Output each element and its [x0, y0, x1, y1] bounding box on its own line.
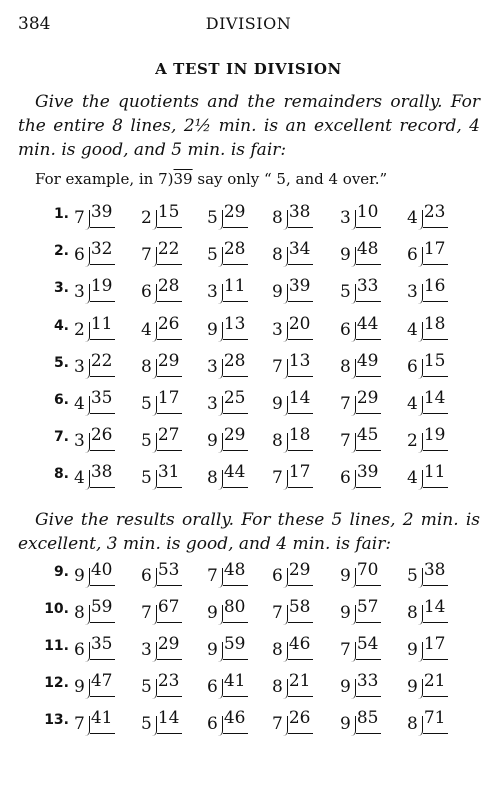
dividend: 71 — [424, 708, 446, 734]
division-problem — [272, 597, 310, 623]
divisor: 6 — [340, 468, 351, 489]
dividend: 25 — [224, 388, 246, 414]
division-problem — [407, 202, 445, 228]
division-problem — [74, 462, 112, 488]
division-problem — [340, 708, 378, 734]
division-problem — [207, 314, 245, 340]
divisor: 3 — [407, 282, 418, 303]
example-suffix: say only “ 5, and 4 over.” — [192, 170, 388, 188]
division-problem — [74, 425, 112, 451]
divisor: 3 — [272, 319, 283, 340]
divisor: 8 — [272, 677, 283, 697]
divisor: 8 — [272, 208, 283, 228]
dividend: 53 — [158, 560, 180, 586]
problem-row — [0, 237, 497, 269]
division-problem — [207, 560, 245, 586]
dividend: 59 — [224, 634, 246, 660]
division-problem — [207, 388, 245, 414]
dividend: 46 — [289, 634, 311, 660]
divisor: 9 — [207, 603, 218, 623]
dividend: 31 — [158, 462, 180, 488]
dividend: 29 — [158, 634, 180, 660]
dividend: 39 — [289, 276, 311, 302]
division-problem — [207, 202, 245, 228]
dividend: 44 — [357, 314, 379, 340]
division-problem — [141, 314, 179, 340]
divisor: 5 — [340, 282, 351, 303]
dividend: 59 — [91, 597, 113, 623]
row-number: 2. — [53, 243, 69, 260]
dividend: 38 — [289, 202, 311, 228]
divisor: 7 — [141, 603, 152, 623]
divisor: 6 — [407, 356, 418, 377]
problem-row — [0, 706, 497, 738]
dividend: 33 — [357, 276, 379, 302]
division-problem — [407, 671, 445, 697]
division-problem — [272, 560, 310, 586]
divisor: 7 — [272, 468, 283, 489]
dividend: 27 — [158, 425, 180, 451]
divisor: 4 — [141, 319, 152, 340]
problem-row — [0, 200, 497, 232]
dividend: 23 — [424, 202, 446, 228]
dividend: 15 — [424, 351, 446, 377]
row-number: 5. — [53, 354, 69, 371]
problem-row — [0, 423, 497, 455]
division-problem — [141, 276, 179, 302]
running-head: DIVISION — [205, 14, 292, 33]
dividend: 21 — [424, 671, 446, 697]
divisor: 5 — [407, 566, 418, 586]
dividend: 49 — [357, 351, 379, 377]
division-problem — [207, 597, 245, 623]
divisor: 5 — [141, 431, 152, 452]
divisor: 3 — [74, 356, 85, 377]
division-problem — [407, 239, 445, 265]
division-problem — [207, 351, 245, 377]
division-problem — [207, 708, 245, 734]
divisor: 9 — [74, 677, 85, 697]
divisor: 7 — [141, 245, 152, 266]
divisor: 9 — [207, 431, 218, 452]
divisor: 6 — [340, 319, 351, 340]
problem-row — [0, 274, 497, 306]
example-line: For example, in 7)39 say only “ 5, and 4 over.” — [35, 170, 388, 188]
dividend: 19 — [91, 276, 113, 302]
problem-row — [0, 460, 497, 492]
division-problem — [340, 202, 378, 228]
dividend: 70 — [357, 560, 379, 586]
divisor: 5 — [141, 394, 152, 414]
dividend: 18 — [289, 425, 311, 451]
division-problem — [407, 560, 445, 586]
dividend: 29 — [224, 425, 246, 451]
division-problem — [141, 239, 179, 265]
division-problem — [340, 425, 378, 451]
dividend: 38 — [91, 462, 113, 488]
division-problem — [407, 425, 445, 451]
dividend: 17 — [424, 634, 446, 660]
dividend: 11 — [224, 276, 246, 302]
division-problem — [74, 202, 112, 228]
divisor: 3 — [207, 356, 218, 377]
divisor: 5 — [141, 468, 152, 489]
dividend: 26 — [91, 425, 113, 451]
dividend: 28 — [158, 276, 180, 302]
divisor: 4 — [407, 468, 418, 489]
division-problem — [74, 708, 112, 734]
divisor: 7 — [74, 208, 85, 228]
row-number: 3. — [53, 280, 69, 297]
row-number: 11. — [44, 638, 69, 654]
row-number: 1. — [53, 206, 69, 222]
division-problem — [340, 351, 378, 377]
divisor: 2 — [74, 319, 85, 340]
dividend: 41 — [224, 671, 246, 697]
division-problem — [141, 708, 179, 734]
problem-row — [0, 632, 497, 664]
dividend: 48 — [224, 560, 246, 586]
divisor: 3 — [340, 208, 351, 228]
dividend: 34 — [289, 239, 311, 265]
division-problem — [141, 202, 179, 228]
division-problem — [407, 388, 445, 414]
divisor: 5 — [207, 208, 218, 228]
division-problem — [272, 314, 310, 340]
divisor: 7 — [272, 714, 283, 734]
dividend: 29 — [158, 351, 180, 377]
divisor: 8 — [272, 431, 283, 452]
dividend: 28 — [224, 239, 246, 265]
division-problem — [141, 597, 179, 623]
divisor: 9 — [207, 640, 218, 660]
divisor: 6 — [74, 245, 85, 266]
instructions-set-2: Give the results orally. For these 5 lines, 2 min. is excellent, 3 min. is good, and 4 min. is fair: — [18, 510, 480, 554]
divisor: 8 — [340, 356, 351, 377]
dividend: 21 — [289, 671, 311, 697]
division-problem — [74, 634, 112, 660]
divisor: 3 — [141, 640, 152, 660]
division-problem — [207, 425, 245, 451]
dividend: 20 — [289, 314, 311, 340]
dividend: 19 — [424, 425, 446, 451]
dividend: 10 — [357, 202, 379, 228]
dividend: 29 — [357, 388, 379, 414]
divisor: 9 — [207, 319, 218, 340]
dividend: 33 — [357, 671, 379, 697]
division-problem — [74, 671, 112, 697]
division-problem — [141, 425, 179, 451]
dividend: 23 — [158, 671, 180, 697]
divisor: 9 — [340, 677, 351, 697]
problem-row — [0, 669, 497, 701]
divisor: 6 — [141, 282, 152, 303]
divisor: 3 — [74, 431, 85, 452]
division-problem — [340, 276, 378, 302]
row-number: 6. — [53, 392, 69, 408]
divisor: 8 — [272, 245, 283, 266]
divisor: 5 — [141, 714, 152, 734]
dividend: 48 — [357, 239, 379, 265]
dividend: 17 — [424, 239, 446, 265]
problem-row — [0, 386, 497, 418]
divisor: 7 — [340, 394, 351, 414]
dividend: 13 — [289, 351, 311, 377]
dividend: 57 — [357, 597, 379, 623]
division-problem — [407, 276, 445, 302]
dividend: 80 — [224, 597, 246, 623]
divisor: 8 — [407, 714, 418, 734]
divisor: 9 — [340, 714, 351, 734]
dividend: 14 — [158, 708, 180, 734]
divisor: 9 — [407, 677, 418, 697]
division-problem — [272, 388, 310, 414]
division-problem — [407, 314, 445, 340]
dividend: 32 — [91, 239, 113, 265]
divisor: 2 — [407, 431, 418, 452]
dividend: 17 — [158, 388, 180, 414]
dividend: 22 — [158, 239, 180, 265]
problem-row — [0, 595, 497, 627]
divisor: 8 — [272, 640, 283, 660]
dividend: 39 — [357, 462, 379, 488]
divisor: 7 — [272, 603, 283, 623]
example-prefix: For example, in — [35, 170, 159, 188]
division-problem — [272, 462, 310, 488]
dividend: 18 — [424, 314, 446, 340]
dividend: 15 — [158, 202, 180, 228]
divisor: 9 — [340, 566, 351, 586]
division-problem — [272, 425, 310, 451]
division-problem — [74, 560, 112, 586]
division-problem — [207, 634, 245, 660]
division-problem — [141, 388, 179, 414]
divisor: 6 — [74, 640, 85, 660]
division-problem — [141, 671, 179, 697]
division-problem — [340, 671, 378, 697]
divisor: 7 — [74, 714, 85, 734]
division-problem — [340, 239, 378, 265]
dividend: 26 — [158, 314, 180, 340]
dividend: 14 — [424, 388, 446, 414]
divisor: 6 — [207, 677, 218, 697]
section-title: A TEST IN DIVISION — [155, 60, 342, 78]
division-problem — [340, 597, 378, 623]
dividend: 45 — [357, 425, 379, 451]
division-problem — [74, 351, 112, 377]
divisor: 9 — [340, 245, 351, 266]
problem-row — [0, 312, 497, 344]
divisor: 4 — [407, 319, 418, 340]
divisor: 6 — [207, 714, 218, 734]
division-problem — [407, 708, 445, 734]
division-problem — [272, 634, 310, 660]
division-problem — [407, 597, 445, 623]
row-number: 12. — [44, 675, 69, 691]
division-problem — [207, 671, 245, 697]
dividend: 67 — [158, 597, 180, 623]
dividend: 29 — [224, 202, 246, 228]
division-problem — [407, 462, 445, 488]
division-problem — [141, 462, 179, 488]
divisor: 7 — [207, 566, 218, 586]
divisor: 6 — [272, 566, 283, 586]
divisor: 2 — [141, 208, 152, 228]
row-number: 4. — [53, 317, 69, 334]
dividend: 14 — [289, 388, 311, 414]
dividend: 40 — [91, 560, 113, 586]
division-problem — [141, 351, 179, 377]
division-problem — [407, 634, 445, 660]
example-dividend: 39 — [173, 170, 193, 188]
dividend: 17 — [289, 462, 311, 488]
division-problem — [74, 314, 112, 340]
row-number: 9. — [53, 564, 69, 580]
divisor: 8 — [74, 603, 85, 623]
divisor: 3 — [207, 282, 218, 303]
dividend: 13 — [224, 314, 246, 340]
divisor: 6 — [407, 245, 418, 266]
dividend: 14 — [424, 597, 446, 623]
division-problem — [272, 708, 310, 734]
division-problem — [340, 314, 378, 340]
division-problem — [74, 276, 112, 302]
divisor: 9 — [272, 282, 283, 303]
dividend: 11 — [424, 462, 446, 488]
division-problem — [340, 388, 378, 414]
divisor: 8 — [141, 356, 152, 377]
division-problem — [272, 671, 310, 697]
division-problem — [340, 634, 378, 660]
dividend: 38 — [424, 560, 446, 586]
divisor: 8 — [207, 468, 218, 489]
division-problem — [272, 239, 310, 265]
dividend: 16 — [424, 276, 446, 302]
division-problem — [407, 351, 445, 377]
dividend: 47 — [91, 671, 113, 697]
divisor: 4 — [407, 394, 418, 414]
division-problem — [207, 276, 245, 302]
division-problem — [272, 351, 310, 377]
dividend: 22 — [91, 351, 113, 377]
divisor: 6 — [141, 566, 152, 586]
division-problem — [141, 560, 179, 586]
dividend: 35 — [91, 388, 113, 414]
division-problem — [207, 462, 245, 488]
divisor: 9 — [272, 394, 283, 414]
divisor: 4 — [74, 468, 85, 489]
dividend: 46 — [224, 708, 246, 734]
division-problem — [74, 239, 112, 265]
divisor: 3 — [207, 394, 218, 414]
division-problem — [74, 597, 112, 623]
division-problem — [340, 462, 378, 488]
divisor: 9 — [340, 603, 351, 623]
problem-row — [0, 349, 497, 381]
divisor: 4 — [74, 394, 85, 414]
dividend: 54 — [357, 634, 379, 660]
dividend: 41 — [91, 708, 113, 734]
row-number: 7. — [53, 429, 69, 446]
division-problem — [340, 560, 378, 586]
dividend: 26 — [289, 708, 311, 734]
division-problem — [272, 202, 310, 228]
divisor: 5 — [141, 677, 152, 697]
divisor: 7 — [272, 356, 283, 377]
division-problem — [141, 634, 179, 660]
dividend: 44 — [224, 462, 246, 488]
division-problem — [272, 276, 310, 302]
dividend: 85 — [357, 708, 379, 734]
divisor: 4 — [407, 208, 418, 228]
divisor: 3 — [74, 282, 85, 303]
divisor: 9 — [74, 566, 85, 586]
problem-row — [0, 558, 497, 590]
dividend: 29 — [289, 560, 311, 586]
divisor: 9 — [407, 640, 418, 660]
divisor: 7 — [340, 431, 351, 452]
instructions-set-1: Give the quotients and the remainders orally. For the entire 8 lines, 2½ min. is an excellent record, 4 min. is good, and 5 min. is fair: — [18, 92, 480, 160]
row-number: 13. — [44, 712, 69, 728]
divisor: 5 — [207, 245, 218, 266]
dividend: 35 — [91, 634, 113, 660]
row-number: 8. — [53, 466, 69, 483]
dividend: 28 — [224, 351, 246, 377]
dividend: 11 — [91, 314, 113, 340]
divisor: 7 — [340, 640, 351, 660]
dividend: 39 — [91, 202, 113, 228]
divisor: 8 — [407, 603, 418, 623]
row-number: 10. — [44, 601, 69, 617]
division-problem — [74, 388, 112, 414]
example-divisor: 7 — [158, 170, 168, 188]
dividend: 58 — [289, 597, 311, 623]
page-number: 384 — [18, 14, 51, 34]
division-problem — [207, 239, 245, 265]
